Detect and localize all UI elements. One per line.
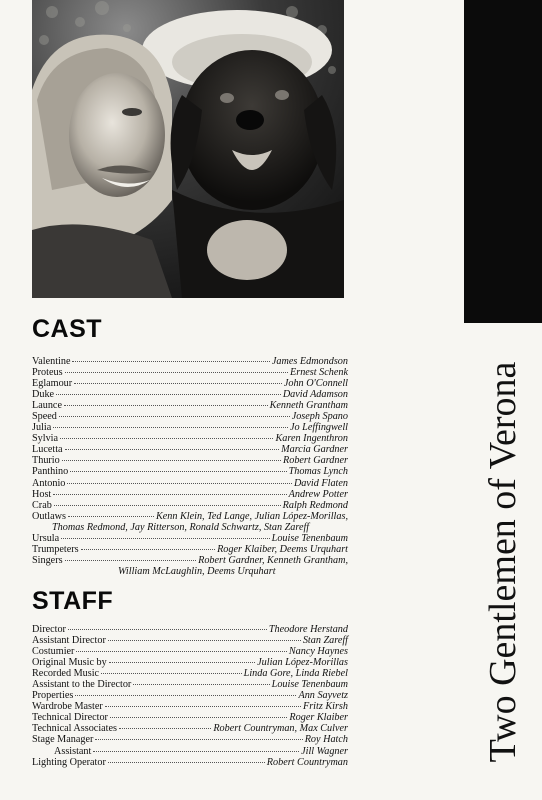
dot-leader	[76, 651, 286, 652]
staff-row	[32, 635, 348, 646]
staff-row	[32, 746, 348, 757]
staff-role: Director	[32, 624, 66, 635]
staff-row	[32, 712, 348, 723]
cast-role: Lucetta	[32, 444, 63, 456]
cast-heading: CAST	[32, 315, 103, 343]
cast-row	[32, 489, 348, 500]
dot-leader	[93, 751, 299, 752]
dot-leader	[65, 372, 288, 373]
dot-leader	[75, 695, 296, 696]
staff-name: Roger Klaiber	[289, 712, 348, 724]
cast-name: Andrew Potter	[288, 488, 348, 500]
dot-leader	[95, 739, 302, 740]
cast-name: Thomas Lynch	[288, 466, 348, 478]
cast-row	[32, 500, 348, 511]
dot-leader	[61, 538, 270, 539]
cast-role: Panthino	[32, 466, 69, 478]
staff-role: Properties	[32, 690, 74, 702]
cast-role: Eglamour	[32, 378, 73, 390]
cast-role: Trumpeters	[32, 543, 79, 555]
page-title-vertical	[464, 323, 542, 800]
cast-photo	[32, 0, 344, 298]
dot-leader	[81, 549, 215, 550]
cast-name: David Adamson	[282, 389, 348, 401]
dot-leader	[62, 460, 281, 461]
staff-row	[32, 701, 348, 712]
staff-name: Roy Hatch	[304, 734, 348, 746]
staff-name: Robert Countryman, Max Culver	[213, 723, 348, 735]
staff-role: Wardrobe Master	[32, 701, 103, 713]
staff-row	[32, 646, 348, 657]
staff-row	[32, 657, 348, 668]
staff-row	[32, 690, 348, 701]
cast-row	[32, 367, 348, 378]
cast-name: Kenneth Grantham	[269, 400, 348, 412]
cast-row	[32, 400, 348, 411]
staff-heading: STAFF	[32, 587, 114, 615]
cast-name: Ernest Schenk	[290, 367, 348, 379]
staff-list	[32, 624, 348, 768]
cast-name: Jo Leffingwell	[289, 422, 348, 434]
cast-role: Sylvia	[32, 433, 59, 445]
cast-role: Singers	[32, 554, 63, 566]
dot-leader	[108, 762, 265, 763]
staff-role: Recorded Music	[32, 668, 100, 680]
dot-leader	[105, 706, 301, 707]
cast-role: Duke	[32, 389, 55, 401]
staff-name: Ann Sayvetz	[298, 690, 348, 702]
cast-row	[32, 455, 348, 466]
continuation-line: Thomas Redmond, Jay Ritterson, Ronald Schwartz, Stan Zareff	[52, 521, 310, 533]
staff-name: Louise Tenenbaum	[271, 679, 348, 691]
dot-leader	[53, 494, 286, 495]
cast-row	[32, 466, 348, 477]
staff-name: Julian López-Morillas	[257, 657, 348, 669]
cast-role: Crab	[32, 499, 52, 511]
dot-leader	[64, 405, 268, 406]
dot-leader	[68, 629, 267, 630]
cast-name: Ralph Redmond	[282, 499, 348, 511]
cast-name: John O'Connell	[283, 378, 348, 390]
staff-row	[32, 723, 348, 734]
cast-row	[32, 433, 348, 444]
dot-leader	[65, 449, 280, 450]
staff-role: Assistant to the Director	[32, 679, 132, 691]
staff-name: Stan Zareff	[302, 635, 348, 647]
dot-leader	[65, 560, 197, 561]
cast-name: Robert Gardner	[283, 455, 348, 467]
dot-leader	[110, 717, 287, 718]
cast-name: Louise Tenenbaum	[271, 532, 348, 544]
dot-leader	[54, 505, 281, 506]
staff-row	[32, 757, 348, 768]
dot-leader	[74, 383, 282, 384]
staff-row	[32, 624, 348, 635]
staff-role: Technical Associates	[32, 723, 118, 735]
staff-role: Costumier	[32, 646, 75, 658]
continuation-line: William McLaughlin, Deems Urquhart	[118, 565, 276, 577]
cast-name: Robert Gardner, Kenneth Grantham,	[198, 554, 348, 566]
staff-name: Nancy Haynes	[288, 646, 348, 658]
cast-name: David Flaten	[293, 477, 348, 489]
cast-name: Roger Klaiber, Deems Urquhart	[217, 543, 348, 555]
cast-role: Launce	[32, 400, 62, 412]
staff-role: Assistant Director	[32, 635, 106, 647]
cast-role: Proteus	[32, 367, 63, 379]
dot-leader	[67, 483, 292, 484]
staff-name: Fritz Kirsh	[302, 701, 348, 713]
dot-leader	[70, 471, 286, 472]
staff-role: Lighting Operator	[32, 756, 106, 768]
cast-row	[32, 478, 348, 489]
page-title: Two Gentlemen of Verona	[482, 361, 524, 762]
dot-leader	[68, 516, 154, 517]
cast-row	[32, 555, 348, 566]
staff-row	[32, 734, 348, 745]
dot-leader	[72, 361, 269, 362]
dot-leader	[59, 416, 290, 417]
dot-leader	[109, 662, 255, 663]
cast-role: Valentine	[32, 356, 71, 367]
cast-name: Marcia Gardner	[281, 444, 348, 456]
cast-list	[32, 356, 348, 577]
dot-leader	[60, 438, 273, 439]
cast-row	[32, 444, 348, 455]
dot-leader	[119, 728, 211, 729]
staff-row	[32, 668, 348, 679]
photo-man-with-dog-icon	[32, 0, 344, 298]
dot-leader	[56, 394, 281, 395]
cast-role: Speed	[32, 411, 57, 423]
staff-role: Assistant	[54, 745, 92, 757]
staff-name: Robert Countryman	[266, 756, 348, 768]
staff-role: Technical Director	[32, 712, 108, 724]
cast-name: Karen Ingenthron	[275, 433, 348, 445]
staff-row	[32, 679, 348, 690]
cast-role: Julia	[32, 422, 52, 434]
cast-name: Kenn Klein, Ted Lange, Julian López-Morillas,	[155, 510, 348, 522]
staff-name: Jill Wagner	[301, 745, 348, 757]
cast-row	[32, 411, 348, 422]
staff-name: Linda Gore, Linda Riebel	[243, 668, 348, 680]
black-bar	[464, 0, 542, 323]
dot-leader	[101, 673, 242, 674]
staff-role: Stage Manager	[32, 734, 94, 746]
staff-name: Theodore Herstand	[268, 624, 348, 635]
cast-role: Host	[32, 488, 52, 500]
cast-role: Ursula	[32, 532, 60, 544]
cast-row	[32, 422, 348, 433]
cast-row	[32, 378, 348, 389]
cast-name: James Edmondson	[271, 356, 348, 367]
cast-row	[32, 356, 348, 367]
dot-leader	[133, 684, 269, 685]
cast-role: Antonio	[32, 477, 66, 489]
cast-row	[32, 389, 348, 400]
cast-row	[32, 544, 348, 555]
cast-role: Outlaws	[32, 510, 66, 522]
staff-role: Original Music by	[32, 657, 107, 669]
cast-row	[32, 533, 348, 544]
cast-name: Joseph Spano	[291, 411, 348, 423]
cast-role: Thurio	[32, 455, 60, 467]
cast-row	[32, 511, 348, 522]
dot-leader	[108, 640, 301, 641]
dot-leader	[53, 427, 288, 428]
